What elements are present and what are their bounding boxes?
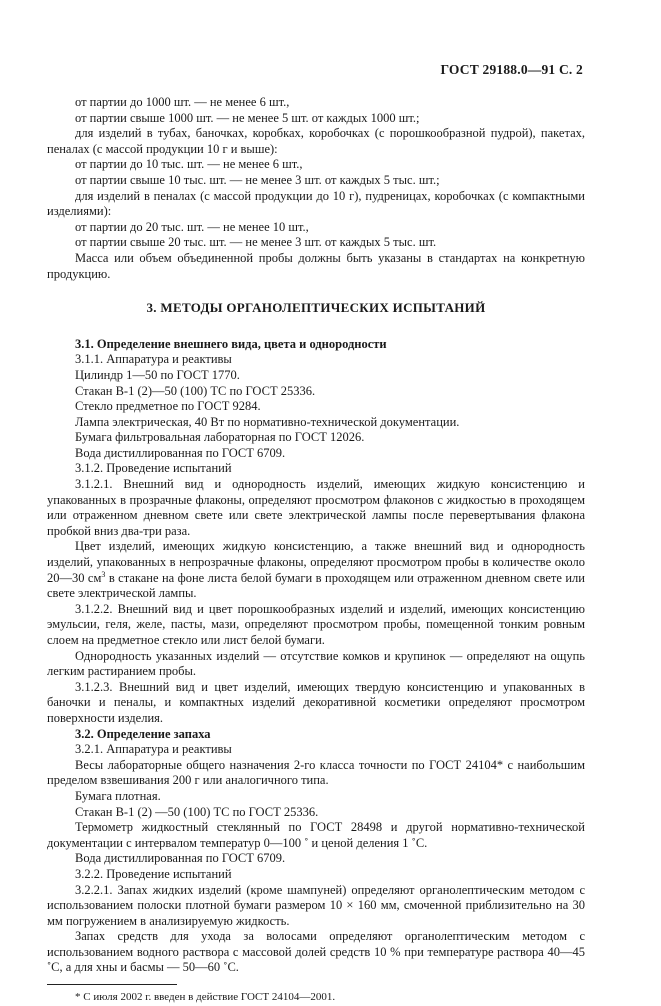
paragraph: 3.2.1. Аппаратура и реактивы [75, 742, 232, 757]
text-fragment: в стакане на фоне листа белой бумаги в проходящем или отраженном дневном свете или свете электрической лампы. [47, 570, 585, 601]
paragraph: Цилиндр 1—50 по ГОСТ 1770. [75, 367, 240, 382]
paragraph: 3.1.1. Аппаратура и реактивы [75, 352, 232, 367]
page-header: ГОСТ 29188.0—91 С. 2 [440, 62, 583, 77]
paragraph: Вода дистиллированная по ГОСТ 6709. [75, 445, 286, 460]
paragraph: от партии до 1000 шт. — не менее 6 шт., [75, 95, 290, 109]
document-body [47, 95, 585, 1006]
paragraph: Стакан В-1 (2) —50 (100) ТС по ГОСТ 25336. [75, 804, 319, 819]
text-fragment: Цвет изделий, имеющих жидкую консистенцию, а также внешний вид и однородность изделий, упакованных в непрозрачные флаконы, определяют просмотром пробы в количестве около 20—30 см [47, 539, 585, 585]
paragraph: 3.1.2.1. Внешний вид и однородность изделий, имеющих жидкую консистенцию и упакованных в прозрачные флаконы, определяют просмотром флаконов с жидкостью в проходящем или отраженном дневном свете или свете электрической лампы после перевертывания флакона пробкой вниз два-три раза. [47, 477, 585, 538]
paragraph: 3.1.2. Проведение испытаний [75, 461, 232, 476]
paragraph: Бумага плотная. [75, 788, 161, 803]
paragraph: 3.2.2. Проведение испытаний [75, 866, 232, 881]
paragraph: Запах средств для ухода за волосами определяют органолептическим методом с использованием водного раствора с массовой долей средств 10 % при температуре раствора 40—45 ˚С, а для хны и басмы — 50—60 ˚С. [47, 929, 585, 975]
paragraph: Масса или объем объединенной пробы должны быть указаны в стандартах на конкретную продукцию. [47, 250, 585, 281]
footnote: * С июля 2002 г. введен в действие ГОСТ 24104—2001. [75, 991, 336, 1004]
paragraph: Термометр жидкостный стеклянный по ГОСТ 28498 и другой нормативно-технической документации с интервалом температур 0—100 ˚ и ценой деления 1 ˚С. [47, 820, 585, 850]
paragraph: для изделий в пеналах (с массой продукции до 10 г), пудреницах, коробочках (с компактными изделиями): [47, 188, 585, 219]
subsection-title: 3.2. Определение запаха [75, 726, 211, 741]
paragraph: Весы лабораторные общего назначения 2-го класса точности по ГОСТ 24104* с наибольшим пределом взвешивания 200 г или аналогичного типа. [47, 757, 585, 788]
paragraph: Стакан В-1 (2)—50 (100) ТС по ГОСТ 25336. [75, 383, 316, 398]
paragraph: Однородность указанных изделий — отсутствие комков и крупинок — определяют на ощупь легким растиранием пробы. [47, 648, 585, 679]
paragraph: от партии свыше 20 тыс. шт. — не менее 3 шт. от каждых 5 тыс. шт. [75, 235, 437, 250]
paragraph: 3.1.2.3. Внешний вид и цвет изделий, имеющих твердую консистенцию и упакованных в баночки и пеналы, и компактных изделий декоративной косметики определяют просмотром поверхности изделия. [47, 679, 585, 725]
paragraph: для изделий в тубах, баночках, коробках, коробочках (с порошкообразной пудрой), пакетах, пеналах (с массой продукции 10 г и выше): [47, 126, 585, 156]
paragraph: Лампа электрическая, 40 Вт по нормативно-технической документации. [75, 414, 460, 429]
paragraph: Стекло предметное по ГОСТ 9284. [75, 399, 261, 414]
paragraph: от партии свыше 10 тыс. шт. — не менее 3 шт. от каждых 5 тыс. шт.; [75, 172, 440, 187]
paragraph: от партии до 20 тыс. шт. — не менее 10 шт., [75, 219, 309, 234]
paragraph: 3.1.2.2. Внешний вид и цвет порошкообразных изделий и изделий, имеющих консистенцию эмульсии, геля, желе, пасты, мази, определяют просмотром пробы, помещенной тонким ровным слоем на предметное стекло или лист белой бумаги. [47, 601, 585, 647]
footnote-divider [47, 984, 177, 985]
subsection-title: 3.1. Определение внешнего вида, цвета и однородности [75, 336, 387, 351]
paragraph: от партии свыше 1000 шт. — не менее 5 шт. от каждых 1000 шт.; [75, 110, 420, 125]
paragraph: 3.2.2.1. Запах жидких изделий (кроме шампуней) определяют органолептическим методом с использованием полоски плотной бумаги размером 10 × 160 мм, смоченной приблизительно на 30 мм погружением в анализируемую жидкость. [47, 882, 585, 928]
paragraph: от партии до 10 тыс. шт. — не менее 6 шт., [75, 157, 303, 172]
paragraph: Бумага фильтровальная лабораторная по ГОСТ 12026. [75, 430, 365, 445]
superscript: 3 [101, 569, 106, 579]
paragraph: Вода дистиллированная по ГОСТ 6709. [75, 851, 286, 866]
section-title: 3. МЕТОДЫ ОРГАНОЛЕПТИЧЕСКИХ ИСПЫТАНИЙ [146, 300, 486, 316]
paragraph [47, 539, 585, 601]
